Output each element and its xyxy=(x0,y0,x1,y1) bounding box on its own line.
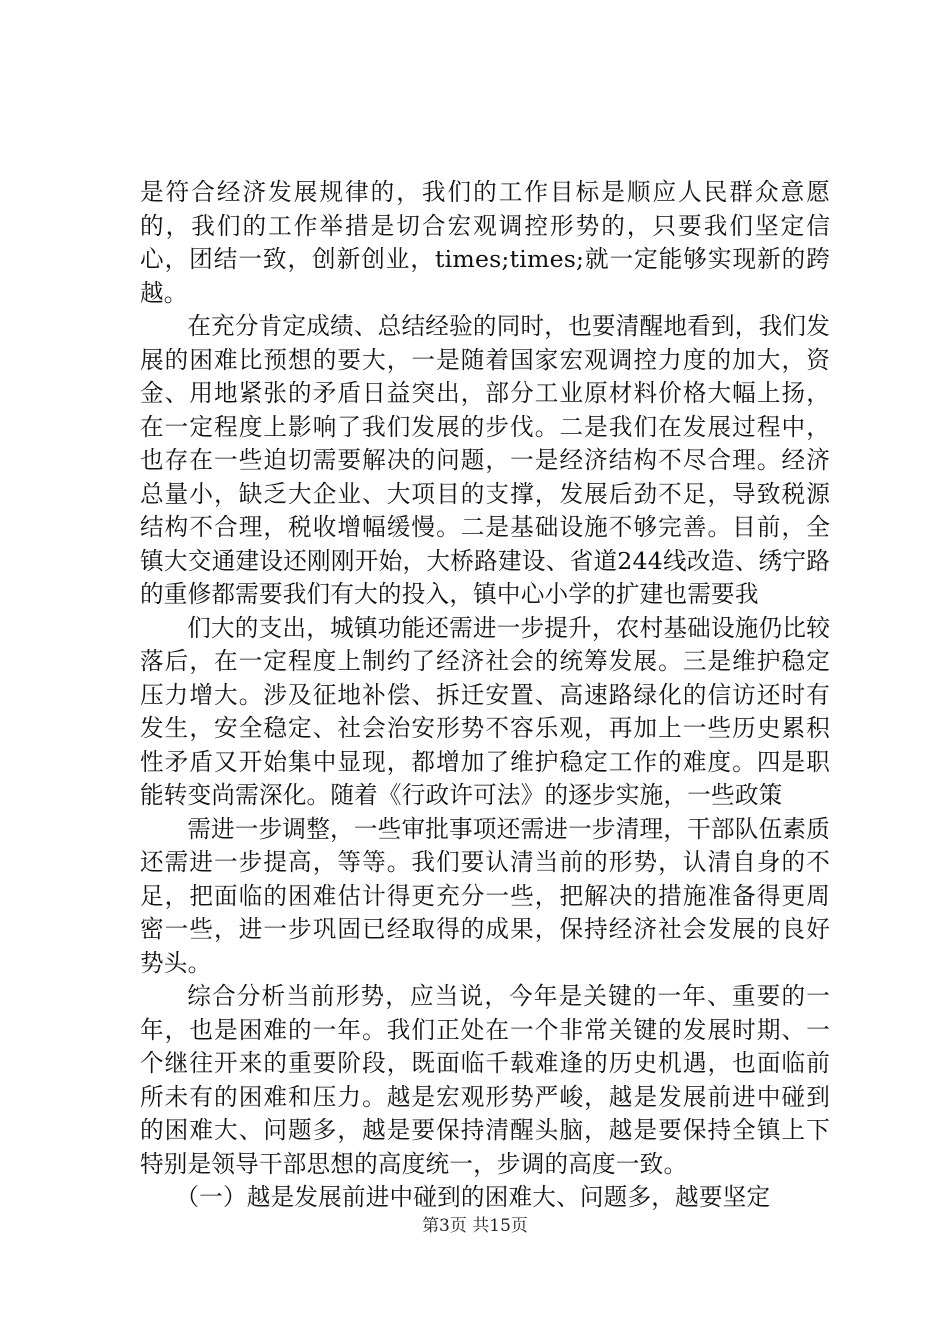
document-body xyxy=(140,176,830,1215)
paragraph-difficulties: 在充分肯定成绩、总结经验的同时，也要清醒地看到，我们发展的困难比预想的要大，一是随着国家宏观调控力度的加大，资金、用地紧张的矛盾日益突出，部分工业原材料价格大幅上扬，在一定程度上影响了我们发展的步伐。二是我们在发展过程中，也存在一些迫切需要解决的问题，一是经济结构不尽合理。经济总量小，缺乏大企业、大项目的支撑，发展后劲不足，导致税源结构不合理，税收增幅缓慢。二是基础设施不够完善。目前，全镇大交通建设还刚刚开始，大桥路建设、省道244线改造、绣宁路的重修都需要我们有大的投入，镇中心小学的扩建也需要我 xyxy=(140,312,830,608)
paragraph-infrastructure: 们大的支出，城镇功能还需进一步提升，农村基础设施仍比较落后，在一定程度上制约了经济社会的统筹发展。三是维护稳定压力增大。涉及征地补偿、拆迁安置、高速路绿化的信访还时有发生，安全稳定、社会治安形势不容乐观，再加上一些历史累积性矛盾又开始集中显现，都增加了维护稳定工作的难度。四是职能转变尚需深化。随着《行政许可法》的逐步实施，一些政策 xyxy=(140,613,830,809)
paragraph-situation-analysis: 综合分析当前形势，应当说，今年是关键的一年、重要的一年，也是困难的一年。我们正处在一个非常关键的发展时期、一个继往开来的重要阶段，既面临千载难逢的历史机遇，也面临前所未有的困难和压力。越是宏观形势严峻，越是发展前进中碰到的困难大、问题多，越是要保持清醒头脑，越是要保持全镇上下特别是领导干部思想的高度统一，步调的高度一致。 xyxy=(140,982,830,1178)
paragraph-adjustment: 需进一步调整，一些审批事项还需进一步清理，干部队伍素质还需进一步提高，等等。我们要认清当前的形势，认清自身的不足，把面临的困难估计得更充分一些，把解决的措施准备得更周密一些，进一步巩固已经取得的成果，保持经济社会发展的良好势头。 xyxy=(140,814,830,977)
page-number-footer: 第3页 共15页 xyxy=(422,1216,528,1236)
section-heading-one: （一）越是发展前进中碰到的困难大、问题多，越要坚定 xyxy=(175,1183,771,1211)
paragraph-continuation: 是符合经济发展规律的，我们的工作目标是顺应人民群众意愿的，我们的工作举措是切合宏观调控形势的，只要我们坚定信心，团结一致，创新创业，times;times;就一定能够实现新的跨越。 xyxy=(140,178,830,307)
